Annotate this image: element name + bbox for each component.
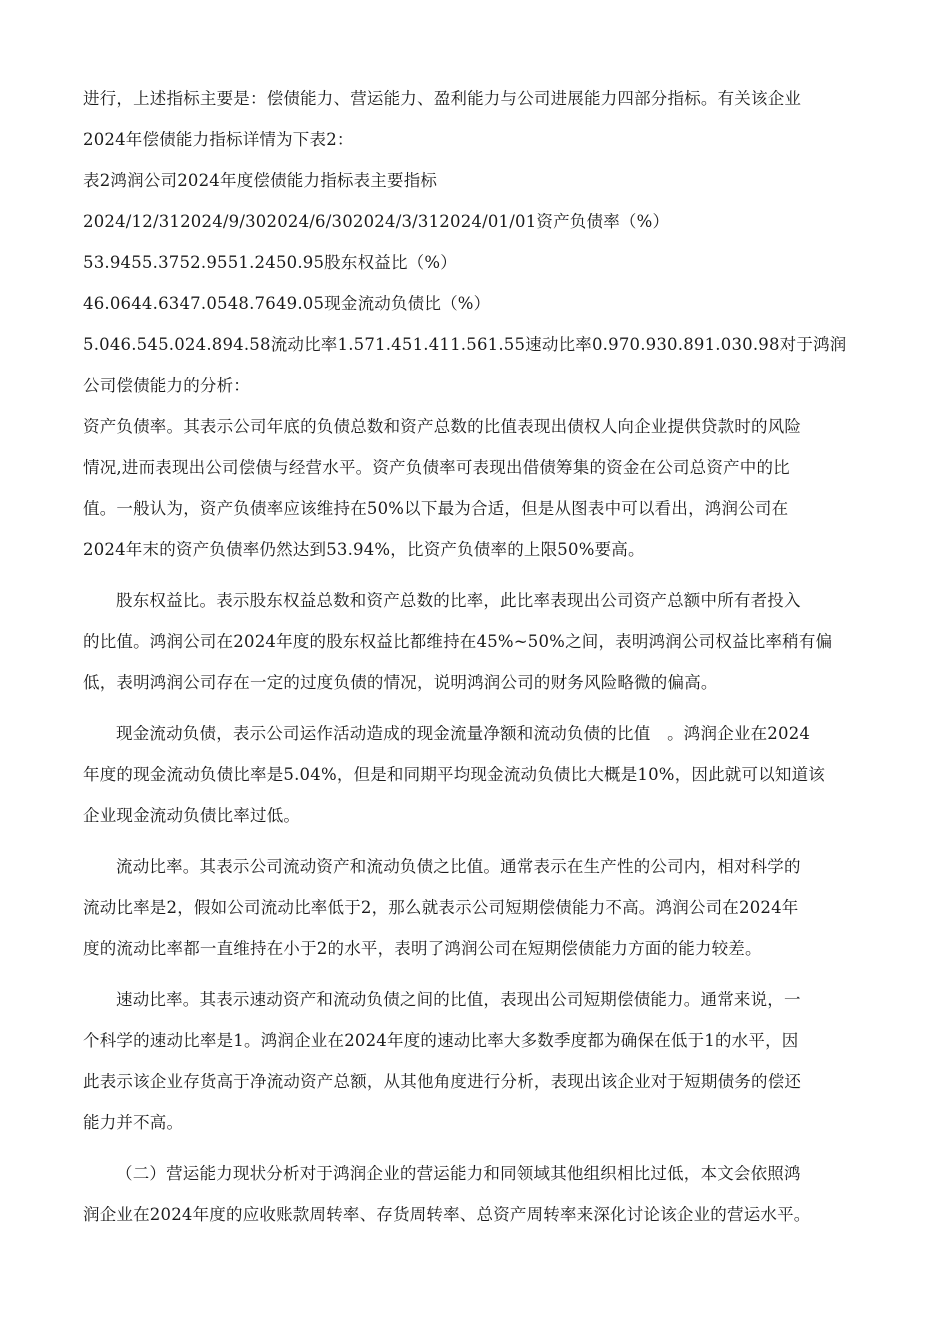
- text-line: 值。一般认为，资产负债率应该维持在50%以下最为合适，但是从图表中可以看出，鸿润公司在: [83, 499, 789, 518]
- text-line: 年度的现金流动负债比率是5.04%，但是和同期平均现金流动负债比大概是10%，因此就可以知道该: [83, 765, 825, 784]
- paragraph-equity-ratio: [83, 580, 873, 703]
- paragraph-quick-ratio: [83, 979, 873, 1143]
- table-caption: 表2鸿润公司2024年度偿债能力指标表主要指标: [83, 171, 438, 190]
- paragraph-cash-ratio: [83, 713, 873, 836]
- table-debt-ratio-row: 53.9455.3752.9551.2450.95股东权益比（%）: [83, 253, 457, 272]
- table-dates-row: 2024/12/312024/9/302024/6/302024/3/312024/01/01资产负债率（%）: [83, 212, 670, 231]
- paragraph-operating-capacity: [83, 1153, 873, 1235]
- text-line: 润企业在2024年度的应收账款周转率、存货周转率、总资产周转率来深化讨论该企业的营运水平。: [83, 1205, 811, 1224]
- text-line: 2024年末的资产负债率仍然达到53.94%，比资产负债率的上限50%要高。: [83, 540, 645, 559]
- text-line: （二）营运能力现状分析对于鸿润企业的营运能力和同领域其他组织相比过低，本文会依照鸿: [116, 1164, 801, 1183]
- text-line: 能力并不高。: [83, 1113, 184, 1132]
- table-cash-current-row: 5.046.545.024.894.58流动比率1.571.451.411.561.55速动比率0.970.930.891.030.98对于鸿润: [83, 335, 847, 354]
- text-line: 此表示该企业存货高于净流动资产总额，从其他角度进行分析，表现出该企业对于短期债务的偿还: [83, 1072, 802, 1091]
- text-line: 资产负债率。其表示公司年底的负债总数和资产总数的比值表现出债权人向企业提供贷款时的风险: [83, 417, 802, 436]
- text-line: 低，表明鸿润公司存在一定的过度负债的情况，说明鸿润公司的财务风险略微的偏高。: [83, 673, 718, 692]
- text-line: 情况,进而表现出公司偿债与经营水平。资产负债率可表现出借债筹集的资金在公司总资产中的比: [83, 458, 790, 477]
- text-line: 个科学的速动比率是1。鸿润企业在2024年度的速动比率大多数季度都为确保在低于1的水平，因: [83, 1031, 799, 1050]
- text-line: 现金流动负债，表示公司运作活动造成的现金流量净额和流动负债的比值 。鸿润企业在2024: [116, 724, 811, 743]
- paragraph-current-ratio: [83, 846, 873, 969]
- text-line: 企业现金流动负债比率过低。: [83, 806, 301, 825]
- table-tail-row: 公司偿债能力的分析：: [83, 376, 250, 395]
- paragraph-debt-ratio: [83, 406, 873, 570]
- text-line: 流动比率。其表示公司流动资产和流动负债之比值。通常表示在生产性的公司内，相对科学的: [116, 857, 801, 876]
- document-page: [83, 78, 873, 1235]
- text-line: 度的流动比率都一直维持在小于2的水平，表明了鸿润公司在短期偿债能力方面的能力较差。: [83, 939, 762, 958]
- text-line: 流动比率是2，假如公司流动比率低于2，那么就表示公司短期偿债能力不高。鸿润公司在2024年: [83, 898, 799, 917]
- text-line: 的比值。鸿润公司在2024年度的股东权益比都维持在45%~50%之间，表明鸿润公司权益比率稍有偏: [83, 632, 833, 651]
- text-line: 股东权益比。表示股东权益总数和资产总数的比率，此比率表现出公司资产总额中所有者投入: [116, 591, 801, 610]
- table-equity-ratio-row: 46.0644.6347.0548.7649.05现金流动负债比（%）: [83, 294, 491, 313]
- intro-line-1: 进行，上述指标主要是：偿债能力、营运能力、盈利能力与公司进展能力四部分指标。有关该企业: [83, 89, 802, 108]
- intro-line-2: 2024年偿债能力指标详情为下表2：: [83, 130, 354, 149]
- text-line: 速动比率。其表示速动资产和流动负债之间的比值，表现出公司短期偿债能力。通常来说，一: [116, 990, 801, 1009]
